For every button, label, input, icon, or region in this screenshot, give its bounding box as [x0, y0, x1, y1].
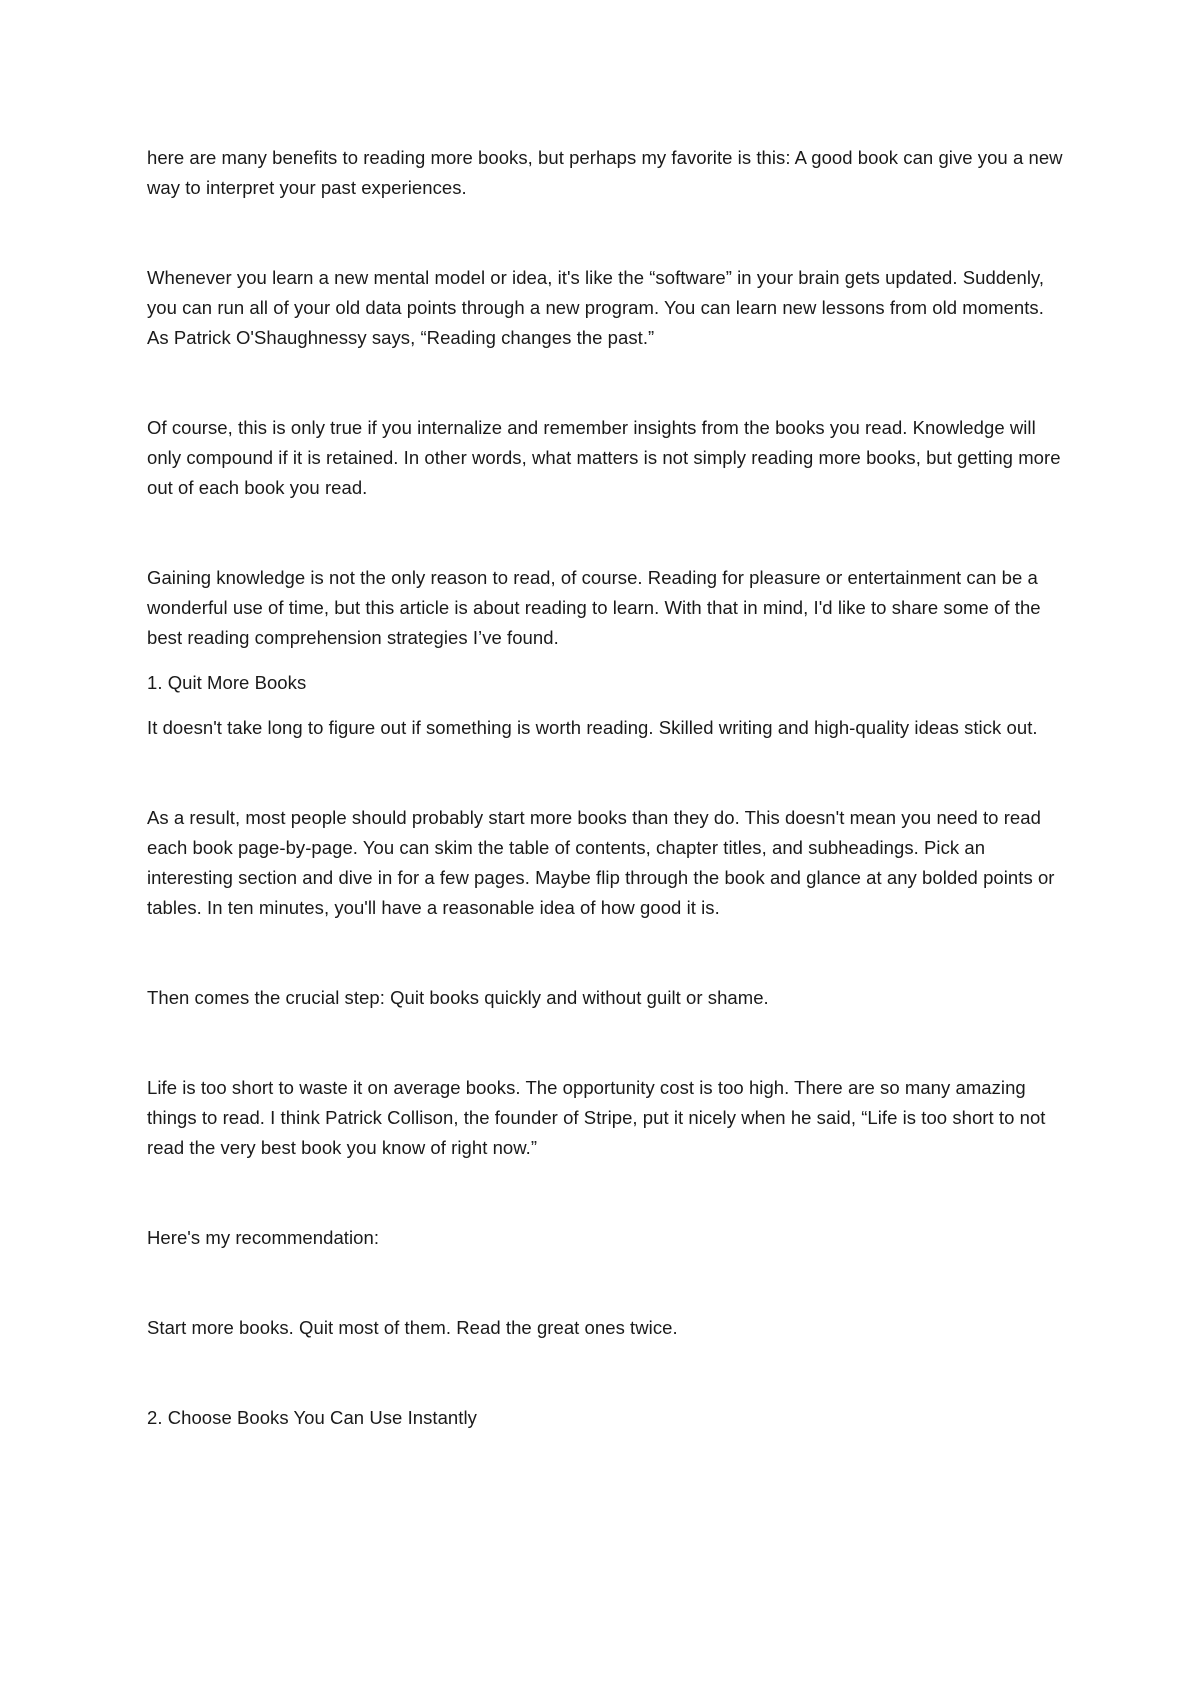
paragraph-retention: Of course, this is only true if you internalize and remember insights from the books you read. Knowledge will only compound if it is retained. In other words, what matters is not simply reading more books, but getting more out of each book you read. [147, 417, 1061, 498]
paragraph-life-too-short: Life is too short to waste it on average books. The opportunity cost is too high. There are so many amazing things to read. I think Patrick Collison, the founder of Stripe, put it nicely when he said, “Life is too short to not read the very best book you know of right now.” [147, 1077, 1046, 1158]
paragraph-intro: here are many benefits to reading more books, but perhaps my favorite is this: A good book can give you a new way to interpret your past experiences. [147, 147, 1063, 198]
paragraph-recommendation: Here's my recommendation: [147, 1227, 380, 1248]
paragraph-crucial-step: Then comes the crucial step: Quit books quickly and without guilt or shame. [147, 987, 769, 1008]
document-body [147, 143, 1067, 1433]
paragraph-worth-reading: It doesn't take long to figure out if something is worth reading. Skilled writing and high-quality ideas stick out. [147, 717, 1038, 738]
paragraph-reading-to-learn: Gaining knowledge is not the only reason to read, of course. Reading for pleasure or entertainment can be a wonderful use of time, but this article is about reading to learn. With that in mind, I'd like to share some of the best reading comprehension strategies I’ve found. [147, 567, 1041, 648]
heading-quit-more-books: 1. Quit More Books [147, 672, 307, 693]
paragraph-start-more-books: As a result, most people should probably start more books than they do. This doesn't mean you need to read each book page-by-page. You can skim the table of contents, chapter titles, and subheadings. Pick an interesting section and dive in for a few pages. Maybe flip through the book and glance at any bolded points or tables. In ten minutes, you'll have a reasonable idea of how good it is. [147, 807, 1055, 918]
heading-choose-books: 2. Choose Books You Can Use Instantly [147, 1407, 477, 1428]
paragraph-start-quit-read: Start more books. Quit most of them. Read the great ones twice. [147, 1317, 678, 1338]
paragraph-mental-model: Whenever you learn a new mental model or idea, it's like the “software” in your brain gets updated. Suddenly, you can run all of your old data points through a new program. You can learn new lessons from old moments. As Patrick O'Shaughnessy says, “Reading changes the past.” [147, 267, 1045, 348]
